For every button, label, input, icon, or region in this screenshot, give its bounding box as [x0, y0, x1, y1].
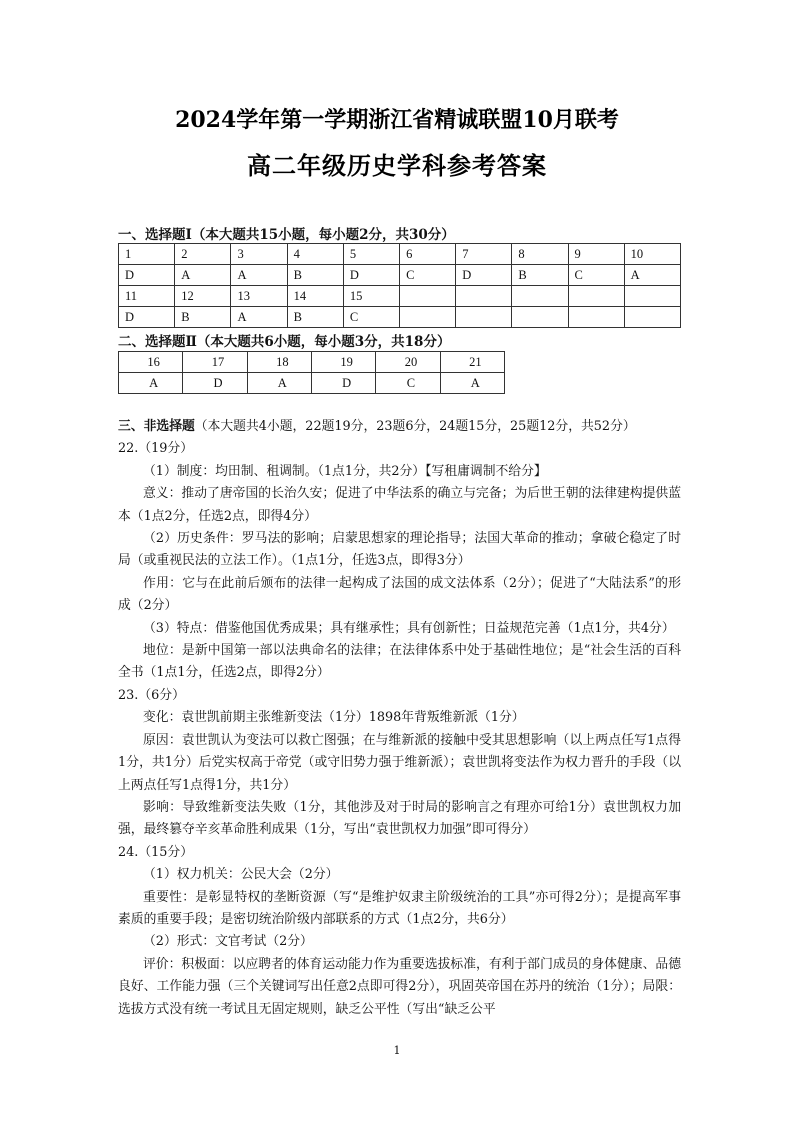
- answer-line: 地位：是新中国第一部以法典命名的法律；在法律体系中处于基础性地位；是“社会生活的百科全书（1点1分，任选2点，即得2分）: [118, 643, 681, 681]
- answer-table-1-cell: B: [512, 265, 568, 286]
- answer-table-1: [118, 243, 681, 328]
- page-title: 2024学年第一学期浙江省精诚联盟10月联考: [175, 107, 619, 133]
- answer-line: （2）形式：文官考试（2分）: [143, 934, 313, 950]
- answer-table-1-cell: 3: [231, 244, 287, 265]
- answer-table-1-cell: 2: [175, 244, 231, 265]
- answer-table-1-cell: 6: [400, 244, 456, 265]
- answer-line: 变化：袁世凯前期主张维新变法（1分）1898年背叛维新派（1分）: [143, 710, 525, 726]
- answer-table-1-cell: [568, 307, 624, 328]
- answer-table-1-cell: D: [456, 265, 512, 286]
- answer-table-1-cell: C: [343, 307, 399, 328]
- answer-table-1-cell: 1: [119, 244, 175, 265]
- answer-table-1-row: [119, 286, 681, 307]
- answer-line: （3）特点：借鉴他国优秀成果；具有继承性；具有创新性；日益规范完善（1点1分，共4分）: [143, 620, 675, 636]
- answer-table-2-cell: C: [376, 373, 440, 394]
- answer-line: 23.（6分）: [118, 687, 185, 703]
- answer-table-1-cell: 11: [119, 286, 175, 307]
- page-number: 1: [393, 1044, 401, 1057]
- answer-table-1-cell: [568, 286, 624, 307]
- answer-table-1-cell: [400, 307, 456, 328]
- answer-table-1-cell: D: [119, 307, 175, 328]
- answer-line: 影响：导致维新变法失败（1分，其他涉及对于时局的影响言之有理亦可给1分）袁世凯权力加强，最终篡夺辛亥革命胜利成果（1分，写出“袁世凯权力加强”即可得分）: [118, 799, 681, 838]
- answer-line: 原因：袁世凯认为变法可以救亡图强；在与维新派的接触中受其思想影响（以上两点任写1点得1分，共1分）后党实权高于帝党（或守旧势力强于维新派）；袁世凯将变法作为权力晋升的手段（以上两点任写1点得1分，共1分）: [118, 732, 681, 793]
- answer-line: 22.（19分）: [118, 441, 194, 457]
- answer-table-1-cell: [456, 286, 512, 307]
- answer-table-1-row: [119, 265, 681, 286]
- answer-table-1-cell: [512, 307, 568, 328]
- answer-line: 意义：推动了唐帝国的长治久安；促进了中华法系的确立与完备；为后世王朝的法律建构提供蓝本（1点2分，任选2点，即得4分）: [118, 486, 681, 524]
- answer-line: （2）历史条件：罗马法的影响；启蒙思想家的理论指导；法国大革命的推动；拿破仑稳定了时局（或重视民法的立法工作）。（1点1分，任选3点，即得3分）: [118, 531, 681, 569]
- answer-table-1-cell: A: [231, 307, 287, 328]
- answer-table-1-cell: B: [287, 265, 343, 286]
- answer-table-1-cell: A: [624, 265, 680, 286]
- answer-table-1-cell: [624, 307, 680, 328]
- answer-table-1-cell: B: [175, 307, 231, 328]
- answer-table-2-cell: 18: [247, 352, 311, 373]
- answer-table-1-cell: D: [119, 265, 175, 286]
- answer-lines: [118, 438, 681, 1021]
- answer-table-2-cell: 16: [119, 352, 183, 373]
- answer-table-1-cell: 7: [456, 244, 512, 265]
- answer-line: 作用：它与在此前后颁布的法律一起构成了法国的成文法体系（2分）；促进了“大陆法系”的形成（2分）: [118, 575, 681, 614]
- answer-table-1-cell: 9: [568, 244, 624, 265]
- answer-table-1-cell: [624, 286, 680, 307]
- answer-table-2-cell: A: [440, 373, 504, 394]
- answer-table-2-cell: 21: [440, 352, 504, 373]
- answer-table-2-cell: 17: [183, 352, 247, 373]
- answer-table-1-cell: 14: [287, 286, 343, 307]
- answer-table-1-cell: [400, 286, 456, 307]
- answer-table-2-cell: 20: [376, 352, 440, 373]
- answer-line: 重要性：是彰显特权的垄断资源（写“是维护奴隶主阶级统治的工具”亦可得2分）；是提高军事素质的重要手段；是密切统治阶级内部联系的方式（1点2分，共6分）: [118, 889, 681, 927]
- answer-line: （1）权力机关：公民大会（2分）: [143, 867, 339, 883]
- answer-table-2: [118, 351, 505, 394]
- page-subtitle: 高二年级历史学科参考答案: [247, 151, 547, 180]
- answer-table-2-cell: 19: [311, 352, 375, 373]
- answer-line: 24.（15分）: [118, 844, 194, 860]
- section2-heading: 二、选择题Ⅱ（本大题共6小题，每小题3分，共18分）: [118, 334, 451, 350]
- answer-table-2-row: [119, 373, 505, 394]
- answer-table-1-cell: C: [400, 265, 456, 286]
- answer-table-1-cell: 15: [343, 286, 399, 307]
- section3-heading-rest: （本大题共4小题，22题19分，23题6分，24题15分，25题12分，共52分）: [194, 419, 636, 434]
- answer-table-1-cell: 4: [287, 244, 343, 265]
- answer-line: 评价：积极面：以应聘者的体育运动能力作为重要选拔标准，有利于部门成员的身体健康、品德良好、工作能力强（三个关键词写出任意2点即可得2分），巩固英帝国在苏丹的统治（1分）；局限：选拔方式没有统一考试且无固定规则，缺乏公平性（写出“缺乏公平: [118, 956, 681, 1017]
- answer-table-2-cell: A: [247, 373, 311, 394]
- answer-body: [118, 416, 681, 1021]
- answer-table-2-row: [119, 352, 505, 373]
- answer-table-1-cell: 13: [231, 286, 287, 307]
- answer-table-1-cell: D: [343, 265, 399, 286]
- answer-table-1-cell: 12: [175, 286, 231, 307]
- answer-table-1-cell: C: [568, 265, 624, 286]
- answer-table-1-cell: 10: [624, 244, 680, 265]
- answer-table-1-cell: B: [287, 307, 343, 328]
- answer-table-2-cell: D: [183, 373, 247, 394]
- answer-table-2-cell: A: [119, 373, 183, 394]
- section3-heading: [118, 416, 681, 438]
- answer-table-1-cell: 8: [512, 244, 568, 265]
- answer-table-2-cell: D: [311, 373, 375, 394]
- answer-table-1-cell: 5: [343, 244, 399, 265]
- answer-table-1-cell: [512, 286, 568, 307]
- section3-heading-bold: 三、非选择题: [118, 419, 195, 434]
- answer-line: （1）制度：均田制、租调制。（1点1分，共2分）【写租庸调制不给分】: [143, 463, 547, 479]
- answer-table-1-cell: [456, 307, 512, 328]
- answer-table-1-cell: A: [231, 265, 287, 286]
- answer-table-1-row: [119, 244, 681, 265]
- answer-table-1-row: [119, 307, 681, 328]
- section1-heading: 一、选择题Ⅰ（本大题共15小题，每小题2分，共30分）: [118, 227, 455, 243]
- answer-table-1-cell: A: [175, 265, 231, 286]
